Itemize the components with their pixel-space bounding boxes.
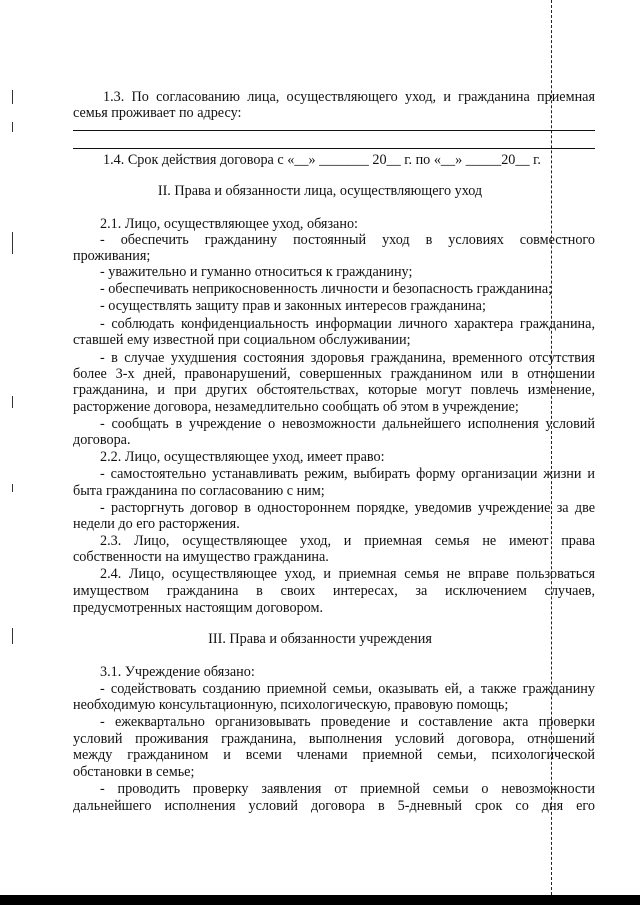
clause-3-1-title: 3.1. Учреждение обязано: — [100, 664, 255, 680]
clause-2-1-line: ставшей ему известной при социальном обслуживании; — [73, 332, 411, 348]
clause-2-2-title: 2.2. Лицо, осуществляющее уход, имеет право: — [100, 449, 385, 465]
clause-2-2-line: - самостоятельно устанавливать режим, выбирать форму организации жизни и — [100, 466, 595, 482]
scan-margin-mark — [12, 90, 13, 104]
clause-2-1-line: проживания; — [73, 248, 151, 264]
clause-2-2-line: быта гражданина по согласованию с ним; — [73, 483, 325, 499]
clause-2-1-line: более 3-х дней, правонарушений, совершенных гражданином или в отношении — [73, 366, 595, 382]
clause-3-1-line: необходимую консультационную, психологическую, правовую помощь; — [73, 697, 509, 713]
clause-2-1-title: 2.1. Лицо, осуществляющее уход, обязано: — [100, 216, 358, 232]
clause-2-1-line: - обеспечить гражданину постоянный уход в условиях совместного — [100, 232, 595, 248]
scan-margin-mark — [12, 396, 13, 408]
clause-2-4-line: 2.4. Лицо, осуществляющее уход, и приемная семья не вправе пользоваться — [100, 566, 595, 582]
address-blank-line — [73, 148, 595, 149]
clause-1-4: 1.4. Срок действия договора с «__» _______ 20__ г. по «__» _____20__ г. — [103, 152, 541, 168]
clause-2-1-line: - уважительно и гуманно относиться к гражданину; — [100, 264, 413, 280]
clause-3-1-line: - содействовать созданию приемной семьи, оказывать ей, а также гражданину — [100, 681, 595, 697]
clause-2-1-line: гражданина, и при других обстоятельствах, которые могут повлечь изменение, — [73, 382, 595, 398]
clause-3-1-line: обстановки в семье; — [73, 764, 195, 780]
clause-2-2-line: - расторгнуть договор в одностороннем порядке, уведомив учреждение за две — [100, 500, 595, 516]
section-3-heading: III. Права и обязанности учреждения — [208, 631, 432, 647]
clause-2-1-line: - обеспечивать неприкосновенность личности и безопасность гражданина; — [100, 281, 553, 297]
clause-2-4-line: предусмотренных настоящим договором. — [73, 600, 324, 616]
clause-2-1-line: - соблюдать конфиденциальность информации личного характера гражданина, — [100, 316, 595, 332]
clause-3-1-line: условий проживания гражданина, выполнения условий договора, отношений — [73, 731, 595, 747]
clause-2-3-line: 2.3. Лицо, осуществляющее уход, и приемная семья не имеют права — [100, 533, 595, 549]
scan-margin-mark — [12, 122, 13, 132]
clause-2-2-line: недели до его расторжения. — [73, 516, 240, 532]
clause-3-1-line: дальнейшего исполнения условий договора в 5-дневный срок со дня его — [73, 798, 595, 814]
clause-3-1-line: между гражданином и всеми членами приемной семьи, психологической — [73, 747, 595, 763]
clause-2-4-line: имуществом гражданина в своих интересах, за исключением случаев, — [73, 583, 595, 599]
scan-margin-mark — [12, 232, 13, 254]
clause-2-1-line: расторжение договора, незамедлительно сообщать об этом в учреждение; — [73, 399, 519, 415]
scan-margin-mark — [12, 484, 13, 492]
clause-1-3-line-1: 1.3. По согласованию лица, осуществляющего уход, и гражданина приемная — [103, 89, 595, 105]
section-2-heading: II. Права и обязанности лица, осуществляющего уход — [157, 183, 483, 199]
clause-2-3-line: собственности на имущество гражданина. — [73, 549, 329, 565]
scan-bottom-edge — [0, 895, 640, 905]
clause-2-1-line: - осуществлять защиту прав и законных интересов гражданина; — [100, 298, 486, 314]
clause-2-1-line: - в случае ухудшения состояния здоровья гражданина, временного отсутствия — [100, 350, 595, 366]
clause-3-1-line: - ежеквартально организовывать проведение и составление акта проверки — [100, 714, 595, 730]
clause-1-3-line-2: семья проживает по адресу: — [73, 105, 242, 121]
clause-2-1-line: - сообщать в учреждение о невозможности дальнейшего исполнения условий — [100, 416, 595, 432]
clause-2-1-line: договора. — [73, 432, 131, 448]
address-blank-line — [73, 130, 595, 131]
clause-3-1-line: - проводить проверку заявления от приемной семьи о невозможности — [100, 781, 595, 797]
